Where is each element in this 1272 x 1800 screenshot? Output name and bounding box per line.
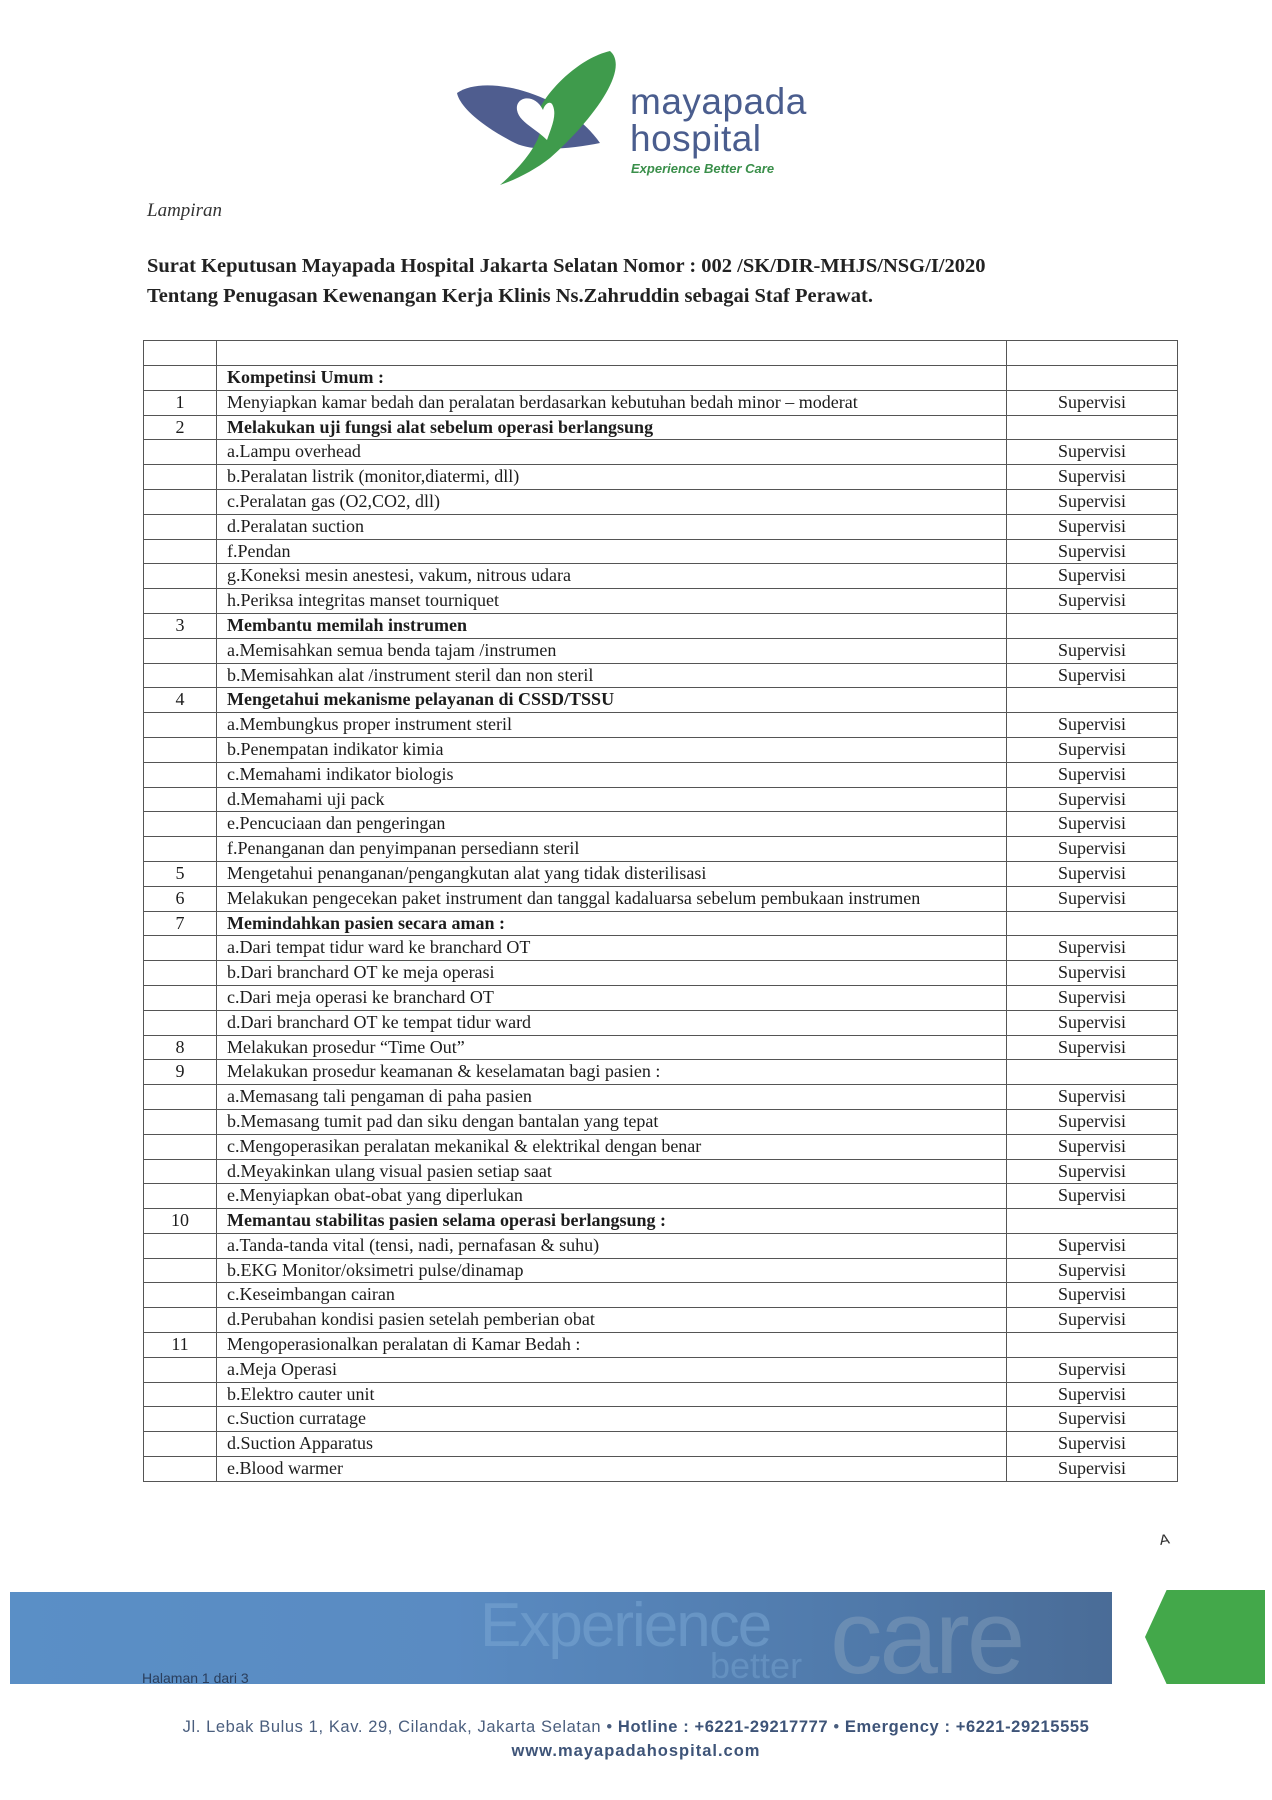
row-number [144, 1432, 217, 1457]
supervision-status [1007, 613, 1178, 638]
table-row [144, 489, 1178, 514]
row-number: 9 [144, 1060, 217, 1085]
competency-description: b.Memisahkan alat /instrument steril dan non steril [217, 663, 1007, 688]
row-number: 3 [144, 613, 217, 638]
table-row [144, 1333, 1178, 1358]
competency-description: c.Mengoperasikan peralatan mekanikal & elektrikal dengan benar [217, 1134, 1007, 1159]
competency-description: Mengoperasionalkan peralatan di Kamar Bedah : [217, 1333, 1007, 1358]
row-number [144, 1258, 217, 1283]
table-row [144, 1357, 1178, 1382]
row-number [144, 985, 217, 1010]
supervision-status [1007, 1060, 1178, 1085]
supervision-status: Supervisi [1007, 1035, 1178, 1060]
bullet-separator: • [606, 1718, 613, 1736]
table-row [144, 415, 1178, 440]
emergency-text: Emergency : +6221-29215555 [844, 1718, 1090, 1736]
competency-description: a.Dari tempat tidur ward ke branchard OT [217, 936, 1007, 961]
table-header-row [144, 341, 1178, 366]
supervision-status: Supervisi [1007, 713, 1178, 738]
competency-description: a.Lampu overhead [217, 440, 1007, 465]
competency-description: b.Dari branchard OT ke meja operasi [217, 961, 1007, 986]
competency-description: h.Periksa integritas manset tourniquet [217, 589, 1007, 614]
table-row [144, 1109, 1178, 1134]
competency-description: c.Dari meja operasi ke branchard OT [217, 985, 1007, 1010]
competency-description: Melakukan uji fungsi alat sebelum operasi berlangsung [217, 415, 1007, 440]
supervision-status: Supervisi [1007, 564, 1178, 589]
logo-tagline: Experience Better Care [631, 161, 775, 176]
row-number [144, 341, 217, 366]
row-number [144, 1357, 217, 1382]
competency-description: Menyiapkan kamar bedah dan peralatan berdasarkan kebutuhan bedah minor – moderat [217, 390, 1007, 415]
table-row [144, 688, 1178, 713]
row-number [144, 663, 217, 688]
row-number [144, 1457, 217, 1482]
row-number: 8 [144, 1035, 217, 1060]
competency-description: e.Menyiapkan obat-obat yang diperlukan [217, 1184, 1007, 1209]
row-number: 5 [144, 861, 217, 886]
supervision-status: Supervisi [1007, 961, 1178, 986]
table-row [144, 663, 1178, 688]
row-number [144, 440, 217, 465]
row-number [144, 465, 217, 490]
competency-description: d.Perubahan kondisi pasien setelah pemberian obat [217, 1308, 1007, 1333]
supervision-status: Supervisi [1007, 539, 1178, 564]
competency-description: d.Suction Apparatus [217, 1432, 1007, 1457]
title-line-2: Tentang Penugasan Kewenangan Kerja Klinis Ns.Zahruddin sebagai Staf Perawat. [147, 285, 873, 307]
row-number [144, 1283, 217, 1308]
competency-description: a.Membungkus proper instrument steril [217, 713, 1007, 738]
table-row [144, 1432, 1178, 1457]
page-indicator: Halaman 1 dari 3 [142, 1670, 249, 1686]
table-row [144, 812, 1178, 837]
supervision-status: Supervisi [1007, 861, 1178, 886]
supervision-status [1007, 415, 1178, 440]
row-number [144, 787, 217, 812]
table-row [144, 936, 1178, 961]
row-number [144, 366, 217, 391]
supervision-status: Supervisi [1007, 1233, 1178, 1258]
table-row [144, 1184, 1178, 1209]
competency-description: d.Meyakinkan ulang visual pasien setiap saat [217, 1159, 1007, 1184]
footer-address [0, 1718, 1272, 1737]
competency-description: Melakukan prosedur keamanan & keselamatan bagi pasien : [217, 1060, 1007, 1085]
row-number: 4 [144, 688, 217, 713]
competency-description: Mengetahui mekanisme pelayanan di CSSD/TSSU [217, 688, 1007, 713]
competency-description: b.Elektro cauter unit [217, 1382, 1007, 1407]
hotline-text: Hotline : +6221-29217777 [617, 1718, 829, 1736]
supervision-status: Supervisi [1007, 440, 1178, 465]
supervision-status: Supervisi [1007, 886, 1178, 911]
row-number: 2 [144, 415, 217, 440]
competency-description: f.Penanganan dan penyimpanan persediann steril [217, 837, 1007, 862]
row-number [144, 1308, 217, 1333]
table-row [144, 366, 1178, 391]
title-line-1: Surat Keputusan Mayapada Hospital Jakarta Selatan Nomor : 002 /SK/DIR-MHJS/NSG/I/2020 [147, 255, 986, 277]
supervision-status: Supervisi [1007, 1382, 1178, 1407]
supervision-status: Supervisi [1007, 1432, 1178, 1457]
supervision-status: Supervisi [1007, 1258, 1178, 1283]
supervision-status: Supervisi [1007, 514, 1178, 539]
table-row [144, 1209, 1178, 1234]
table-row [144, 1308, 1178, 1333]
row-number [144, 961, 217, 986]
competency-description: Melakukan prosedur “Time Out” [217, 1035, 1007, 1060]
table-row [144, 1233, 1178, 1258]
logo-name-line2: hospital [630, 118, 762, 159]
supervision-status: Supervisi [1007, 1283, 1178, 1308]
supervision-status: Supervisi [1007, 1134, 1178, 1159]
row-number: 10 [144, 1209, 217, 1234]
competency-description: a.Meja Operasi [217, 1357, 1007, 1382]
row-number [144, 1159, 217, 1184]
supervision-status: Supervisi [1007, 589, 1178, 614]
competency-description: c.Keseimbangan cairan [217, 1283, 1007, 1308]
competency-description: d.Dari branchard OT ke tempat tidur ward [217, 1010, 1007, 1035]
signature-initial: ᴬ [1157, 1529, 1173, 1559]
table-row [144, 1159, 1178, 1184]
competency-description: b.Memasang tumit pad dan siku dengan bantalan yang tepat [217, 1109, 1007, 1134]
supervision-status: Supervisi [1007, 1109, 1178, 1134]
table-row [144, 440, 1178, 465]
footer-band [10, 1579, 1265, 1696]
table-row [144, 837, 1178, 862]
competency-table [143, 340, 1178, 1482]
supervision-status [1007, 911, 1178, 936]
supervision-status: Supervisi [1007, 489, 1178, 514]
footer-website-link[interactable]: www.mayapadahospital.com [511, 1742, 761, 1760]
competency-description: Melakukan pengecekan paket instrument dan tanggal kadaluarsa sebelum pembukaan instrumen [217, 886, 1007, 911]
row-number: 6 [144, 886, 217, 911]
table-row [144, 762, 1178, 787]
row-number [144, 936, 217, 961]
table-row [144, 1457, 1178, 1482]
table-row [144, 886, 1178, 911]
hospital-logo [455, 48, 835, 188]
table-row [144, 961, 1178, 986]
table-row [144, 1085, 1178, 1110]
competency-description: b.Penempatan indikator kimia [217, 737, 1007, 762]
competency-description: a.Tanda-tanda vital (tensi, nadi, pernafasan & suhu) [217, 1233, 1007, 1258]
supervision-status: Supervisi [1007, 638, 1178, 663]
supervision-status: Supervisi [1007, 936, 1178, 961]
competency-description: Memantau stabilitas pasien selama operasi berlangsung : [217, 1209, 1007, 1234]
row-number [144, 1184, 217, 1209]
row-number [144, 514, 217, 539]
competency-description: b.EKG Monitor/oksimetri pulse/dinamap [217, 1258, 1007, 1283]
heart-swoosh-icon [455, 48, 630, 188]
row-number [144, 1085, 217, 1110]
table-row [144, 1060, 1178, 1085]
footer-band-green-arrow [1145, 1590, 1265, 1684]
table-row [144, 787, 1178, 812]
table-row [144, 613, 1178, 638]
row-number [144, 737, 217, 762]
row-number [144, 713, 217, 738]
table-row [144, 539, 1178, 564]
band-watermark-care: care [830, 1579, 1023, 1696]
row-number [144, 1134, 217, 1159]
table-row [144, 390, 1178, 415]
table-row [144, 985, 1178, 1010]
logo-name-line1: mayapada [630, 81, 807, 122]
competency-description: c.Memahami indikator biologis [217, 762, 1007, 787]
supervision-status: Supervisi [1007, 1457, 1178, 1482]
competency-description: c.Suction curratage [217, 1407, 1007, 1432]
band-watermark-experience: Experience [480, 1591, 771, 1660]
competency-table-body [144, 341, 1178, 1482]
table-row [144, 1010, 1178, 1035]
supervision-status: Supervisi [1007, 1184, 1178, 1209]
row-number [144, 564, 217, 589]
competency-description [217, 341, 1007, 366]
bullet-separator: • [833, 1718, 840, 1736]
table-row [144, 564, 1178, 589]
table-row [144, 638, 1178, 663]
row-number [144, 489, 217, 514]
competency-description: f.Pendan [217, 539, 1007, 564]
supervision-status: Supervisi [1007, 787, 1178, 812]
supervision-status: Supervisi [1007, 1357, 1178, 1382]
table-row [144, 465, 1178, 490]
table-row [144, 861, 1178, 886]
competency-description: g.Koneksi mesin anestesi, vakum, nitrous udara [217, 564, 1007, 589]
supervision-status: Supervisi [1007, 1308, 1178, 1333]
competency-description: Mengetahui penanganan/pengangkutan alat yang tidak disterilisasi [217, 861, 1007, 886]
table-row [144, 1407, 1178, 1432]
competency-description: e.Blood warmer [217, 1457, 1007, 1482]
row-number [144, 812, 217, 837]
table-row [144, 713, 1178, 738]
table-row [144, 1258, 1178, 1283]
supervision-status: Supervisi [1007, 465, 1178, 490]
competency-description: b.Peralatan listrik (monitor,diatermi, dll) [217, 465, 1007, 490]
row-number [144, 539, 217, 564]
competency-description: Membantu memilah instrumen [217, 613, 1007, 638]
row-number [144, 762, 217, 787]
row-number [144, 1010, 217, 1035]
row-number [144, 1109, 217, 1134]
row-number [144, 837, 217, 862]
supervision-status: Supervisi [1007, 1159, 1178, 1184]
supervision-status: Supervisi [1007, 663, 1178, 688]
supervision-status [1007, 366, 1178, 391]
table-row [144, 1134, 1178, 1159]
competency-description: d.Memahami uji pack [217, 787, 1007, 812]
supervision-status: Supervisi [1007, 390, 1178, 415]
document-title [147, 251, 986, 311]
competency-description: Memindahkan pasien secara aman : [217, 911, 1007, 936]
supervision-status: Supervisi [1007, 1407, 1178, 1432]
supervision-status: Supervisi [1007, 837, 1178, 862]
table-row [144, 1035, 1178, 1060]
competency-description: a.Memisahkan semua benda tajam /instrumen [217, 638, 1007, 663]
supervision-status: Supervisi [1007, 1010, 1178, 1035]
table-row [144, 1382, 1178, 1407]
supervision-status [1007, 688, 1178, 713]
supervision-status: Supervisi [1007, 812, 1178, 837]
competency-description: Kompetinsi Umum : [217, 366, 1007, 391]
row-number: 7 [144, 911, 217, 936]
competency-description: d.Peralatan suction [217, 514, 1007, 539]
attachment-label: Lampiran [147, 200, 222, 221]
competency-description: c.Peralatan gas (O2,CO2, dll) [217, 489, 1007, 514]
supervision-status [1007, 1209, 1178, 1234]
supervision-status: Supervisi [1007, 762, 1178, 787]
table-row [144, 911, 1178, 936]
row-number [144, 1233, 217, 1258]
address-text: Jl. Lebak Bulus 1, Kav. 29, Cilandak, Jakarta Selatan [182, 1718, 602, 1736]
supervision-status: Supervisi [1007, 1085, 1178, 1110]
competency-description: a.Memasang tali pengaman di paha pasien [217, 1085, 1007, 1110]
supervision-status: Supervisi [1007, 985, 1178, 1010]
table-row [144, 589, 1178, 614]
row-number: 11 [144, 1333, 217, 1358]
supervision-status: Supervisi [1007, 737, 1178, 762]
supervision-status [1007, 341, 1178, 366]
row-number [144, 1407, 217, 1432]
row-number: 1 [144, 390, 217, 415]
table-row [144, 737, 1178, 762]
row-number [144, 589, 217, 614]
table-row [144, 1283, 1178, 1308]
table-row [144, 514, 1178, 539]
competency-description: e.Pencuciaan dan pengeringan [217, 812, 1007, 837]
supervision-status [1007, 1333, 1178, 1358]
row-number [144, 638, 217, 663]
row-number [144, 1382, 217, 1407]
band-watermark-better: better [710, 1645, 803, 1686]
